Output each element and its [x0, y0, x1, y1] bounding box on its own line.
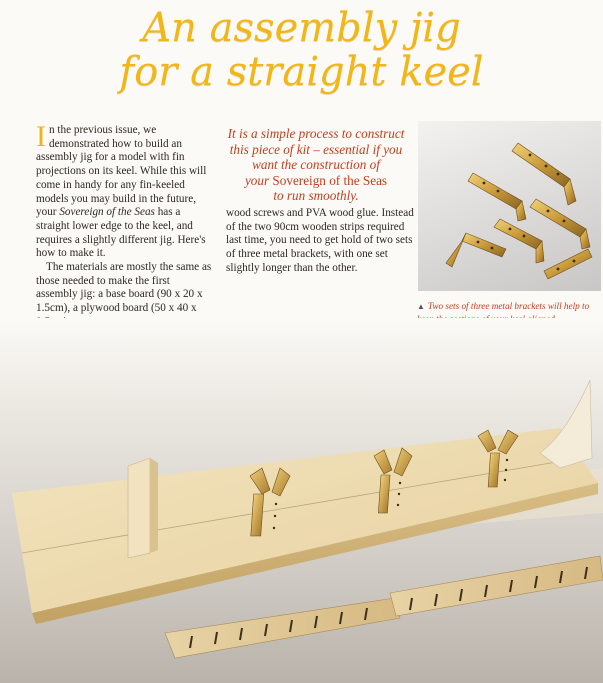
pull-quote-ship-name: Sovereign of the Seas [272, 172, 388, 188]
ship-name: Sovereign of the Seas [59, 206, 155, 219]
assembly-jig-photo [0, 318, 603, 683]
pull-quote [224, 126, 408, 204]
article-column-1 [36, 120, 214, 330]
article-column-2 [226, 207, 416, 276]
paragraph-1-start: n the previous issue, we demonstrated how to build an assembly jig for a model with fin projections on its keel. While this will come in handy for any fin-keeled models you may build in the future, your [36, 124, 207, 219]
pull-quote-line-3: want the construction of [252, 157, 380, 173]
caption-triangle-icon: ▲ [417, 302, 425, 311]
brackets-photo [418, 121, 601, 291]
paragraph-2: The materials are mostly the same as those needed to make the first assembly jig: a base board (90 x 20 x 1.5cm), a plywood board (50 x 40 x [36, 261, 212, 315]
pull-quote-line-4a: your [244, 172, 273, 188]
jig-illustration [0, 318, 603, 683]
page-title-line-2: for a straight keel [119, 49, 484, 95]
page-title-line-1: An assembly jig [142, 5, 461, 51]
drop-cap: I [36, 120, 46, 153]
brackets-illustration [418, 121, 601, 291]
pull-quote-line-1: It is a simple process to construct [227, 126, 405, 141]
pull-quote-line-5: to run smoothly. [273, 188, 359, 204]
paragraph-2-continued: wood screws and PVA wood glue. Instead of the two 90cm wooden strips required last time, you need to get hold of two sets of three metal brackets, with one set slightly longer than the other. [226, 207, 414, 274]
paragraph-1-end: has a straight lower edge to the keel, and requires a slightly different jig. Here's how to make it. [36, 206, 206, 260]
pull-quote-line-2: this piece of kit – essential if you [229, 141, 403, 157]
caption-text: Two sets of three metal brackets will help to [427, 301, 590, 311]
